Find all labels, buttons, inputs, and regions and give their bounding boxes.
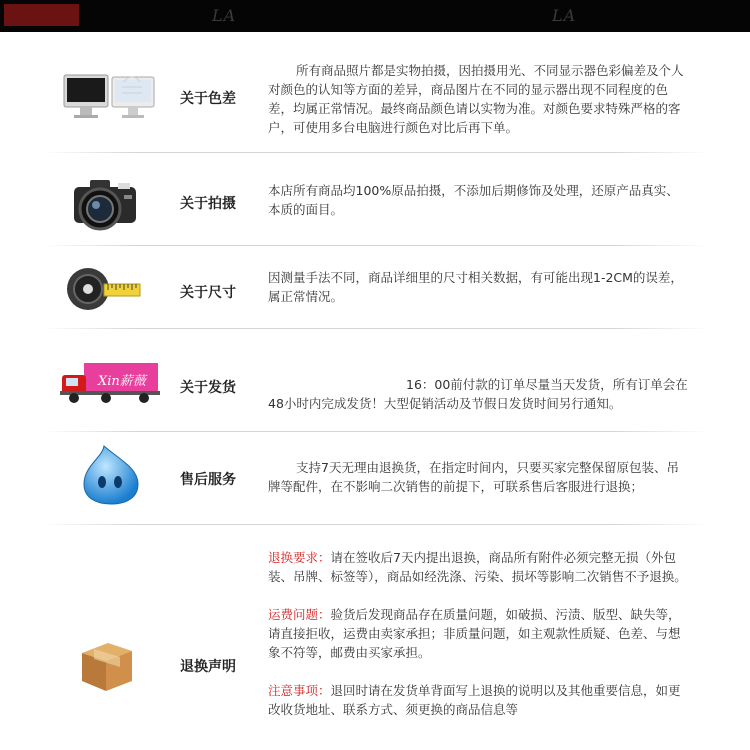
top-banner: [0, 0, 750, 32]
returns-item-text: 请在签收后7天内提出退换，商品所有附件必须完整无损（外包装、吊牌、标签等），商品如经洗涤、污染、损坏等影响二次销售不予退换。: [268, 550, 687, 584]
returns-title: 退换声明: [180, 659, 236, 675]
section-title: 关于尺寸: [180, 285, 236, 301]
returns-item-label: 退换要求：: [268, 550, 331, 565]
truck-brand-text: Xin薪薇: [98, 374, 146, 389]
returns-item-text: 验货后发现商品存在质量问题，如破损、污渍、版型、缺失等，请直接拒收，运费由卖家承担；非质量问题，如主观款性质疑、色差、与想象不符等，邮费由买家承担。: [268, 607, 681, 660]
section-title: 关于色差: [180, 91, 236, 107]
section-title: 售后服务: [180, 472, 236, 488]
section-photography: [0, 153, 750, 245]
section-text: 所有商品照片都是实物拍摄，因拍摄用光、不同显示器色彩偏差及个人对颜色的认知等方面的差异，商品图片在不同的显示器出现不同程度的色差，均属正常情况。最终商品颜色请以实物为准。对颜色要求特殊严格的客户，可使用多台电脑进行颜色对比后再下单。: [268, 63, 684, 135]
section-shipping: [0, 329, 750, 431]
returns-item-text: 退回时请在发货单背面写上退换的说明以及其他重要信息，如更改收货地址、联系方式、须更换的商品信息等: [268, 683, 681, 717]
section-title: 关于发货: [180, 380, 236, 396]
returns-item: [268, 548, 688, 586]
delivery-truck-icon: [58, 361, 162, 405]
box-icon: [78, 637, 136, 695]
water-drop-mascot-icon: [82, 444, 140, 506]
section-title: 关于拍摄: [180, 196, 236, 212]
returns-item: [268, 605, 688, 662]
monitor-icon: [62, 73, 158, 123]
brand-logo-block: [4, 4, 79, 26]
section-returns: [0, 525, 750, 750]
camera-icon: [70, 175, 142, 233]
returns-item-label: 运费问题：: [268, 607, 331, 622]
banner-decoration: LA: [552, 6, 577, 25]
section-after-sales: [0, 432, 750, 524]
section-size: [0, 246, 750, 328]
banner-decoration: LA: [212, 6, 237, 25]
section-text: 因测量手法不同，商品详细里的尺寸相关数据，有可能出现1-2CM的误差，属正常情况。: [268, 270, 683, 304]
section-text: 本店所有商品均100%原品拍摄，不添加后期修饰及处理，还原产品真实、本质的面目。: [268, 183, 679, 217]
returns-item: [268, 681, 688, 719]
returns-text: [268, 548, 688, 719]
section-text: 支持7天无理由退换货，在指定时间内，只要买家完整保留原包装、吊牌等配件，在不影响二次销售的前提下，可联系售后客服进行退换；: [268, 460, 679, 494]
section-text: 16：00前付款的订单尽量当天发货，所有订单会在48小时内完成发货！大型促销活动及节假日发货时间另行通知。: [268, 377, 688, 411]
returns-item-label: 注意事项：: [268, 683, 331, 698]
section-color-difference: [0, 33, 750, 153]
tape-measure-icon: [64, 266, 144, 312]
